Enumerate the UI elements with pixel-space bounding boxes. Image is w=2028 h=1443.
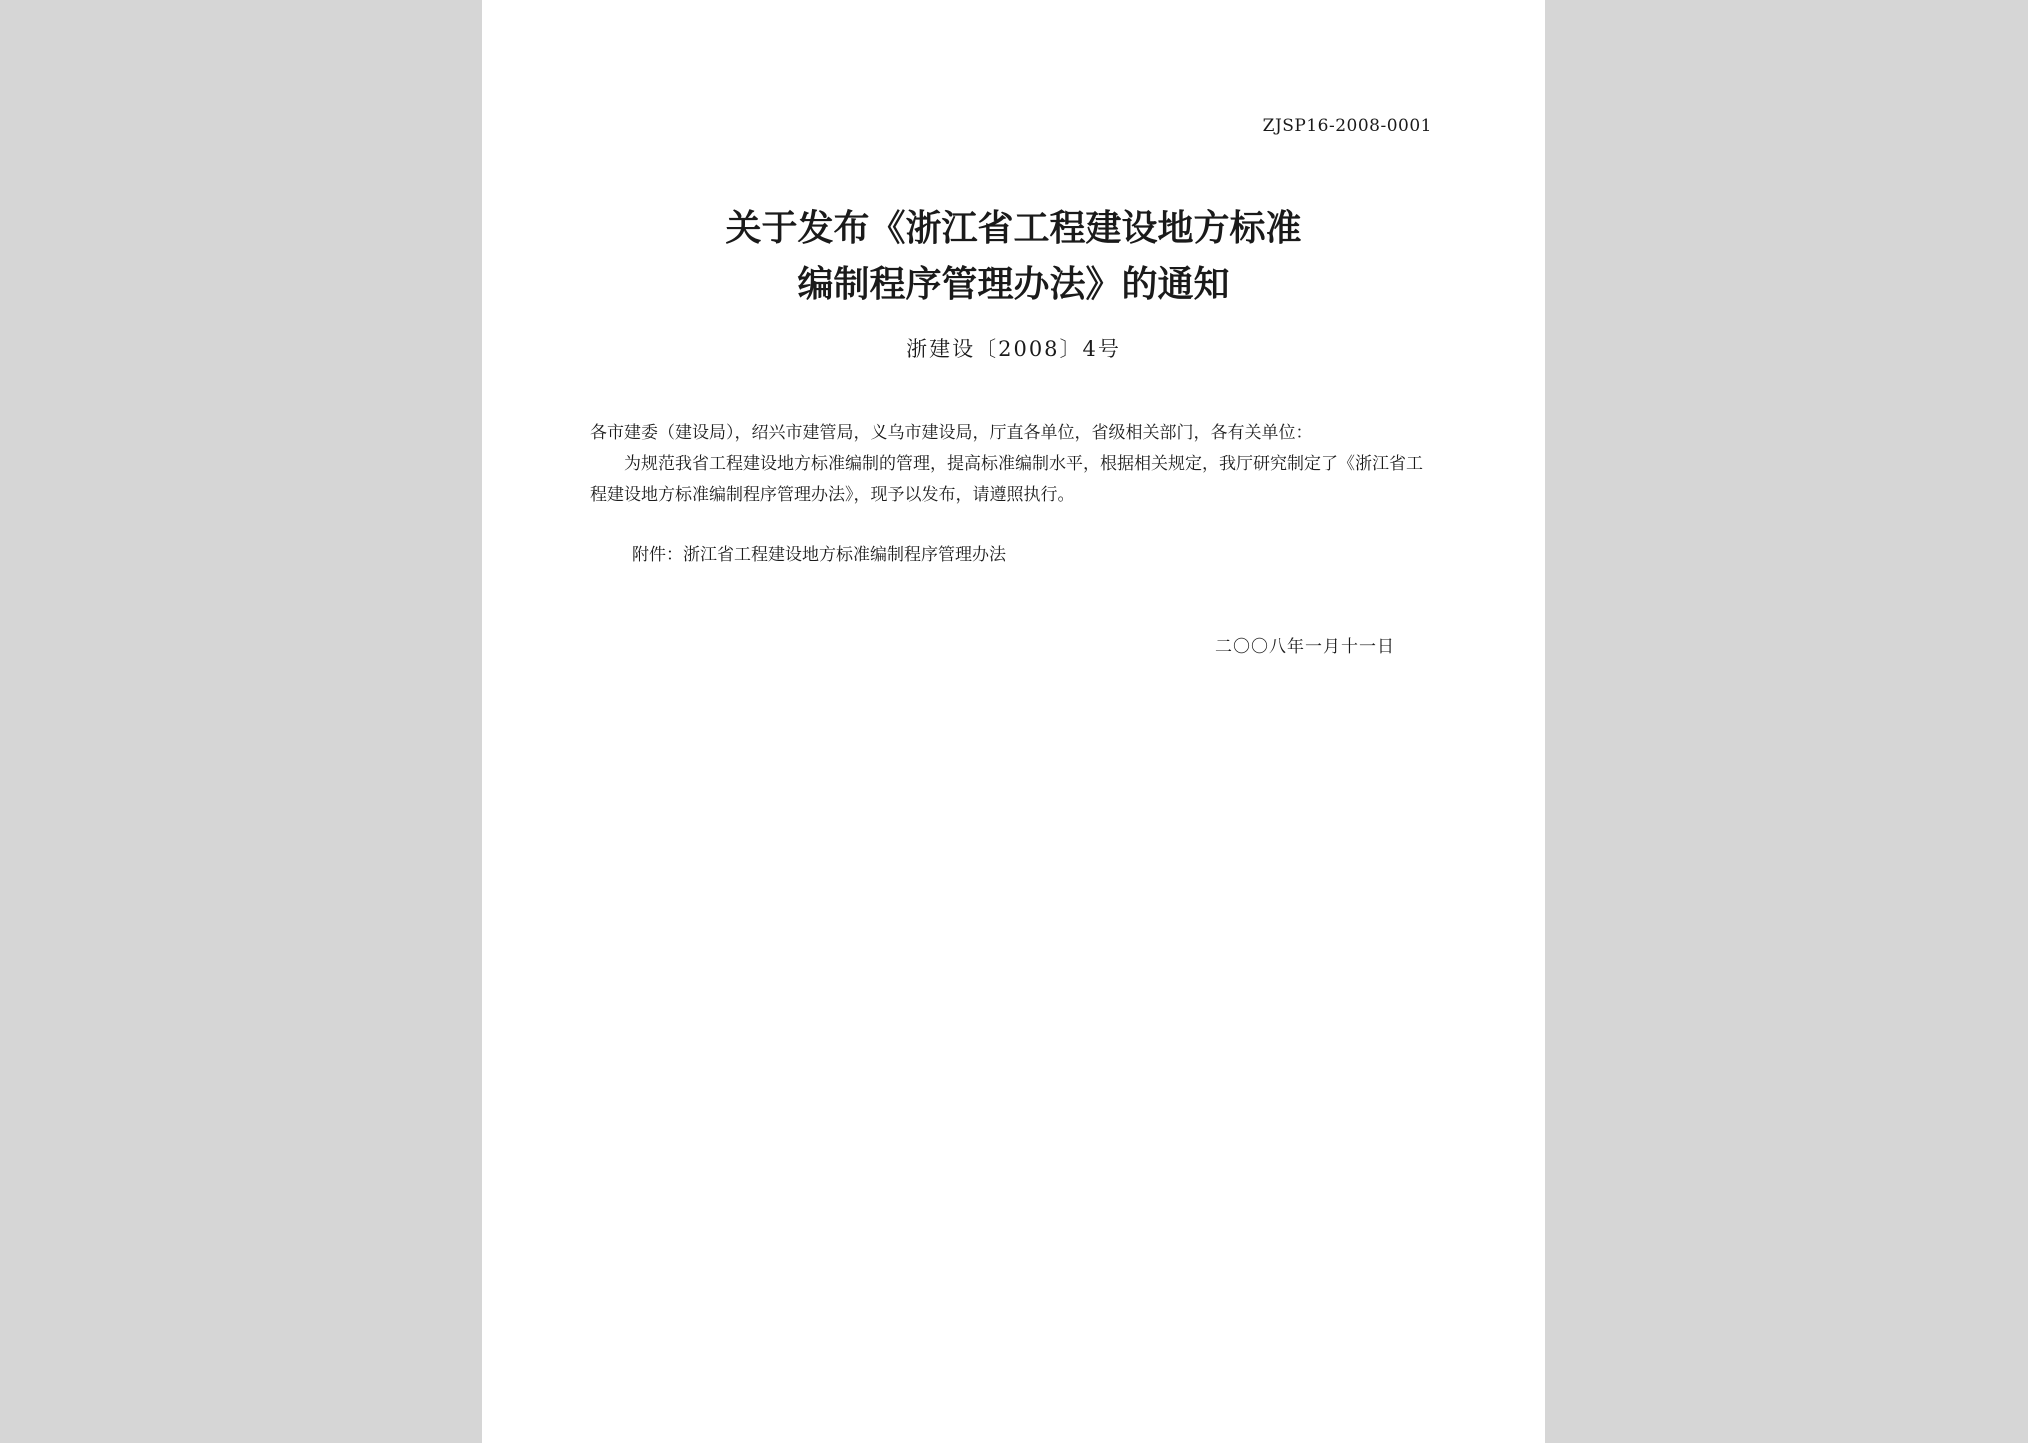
attachment-line: 附件：浙江省工程建设地方标准编制程序管理办法 — [632, 545, 1006, 565]
document-code: ZJSP16-2008-0001 — [1262, 116, 1432, 136]
document-page — [482, 0, 1545, 1443]
issue-date: 二〇〇八年一月十一日 — [1215, 637, 1395, 657]
addressee-line: 各市建委（建设局），绍兴市建管局，义乌市建设局，厅直各单位，省级相关部门，各有关单位： — [590, 423, 1313, 443]
body-paragraph: 为规范我省工程建设地方标准编制的管理，提高标准编制水平，根据相关规定，我厅研究制定了《浙江省工程建设地方标准编制程序管理办法》，现予以发布，请遵照执行。 — [590, 454, 1423, 505]
document-number: 浙建设〔2008〕4号 — [906, 337, 1121, 361]
document-body — [590, 418, 1432, 511]
title-line-2: 编制程序管理办法》的通知 — [797, 263, 1230, 305]
document-title — [482, 200, 1545, 312]
title-line-1: 关于发布《浙江省工程建设地方标准 — [725, 207, 1302, 249]
